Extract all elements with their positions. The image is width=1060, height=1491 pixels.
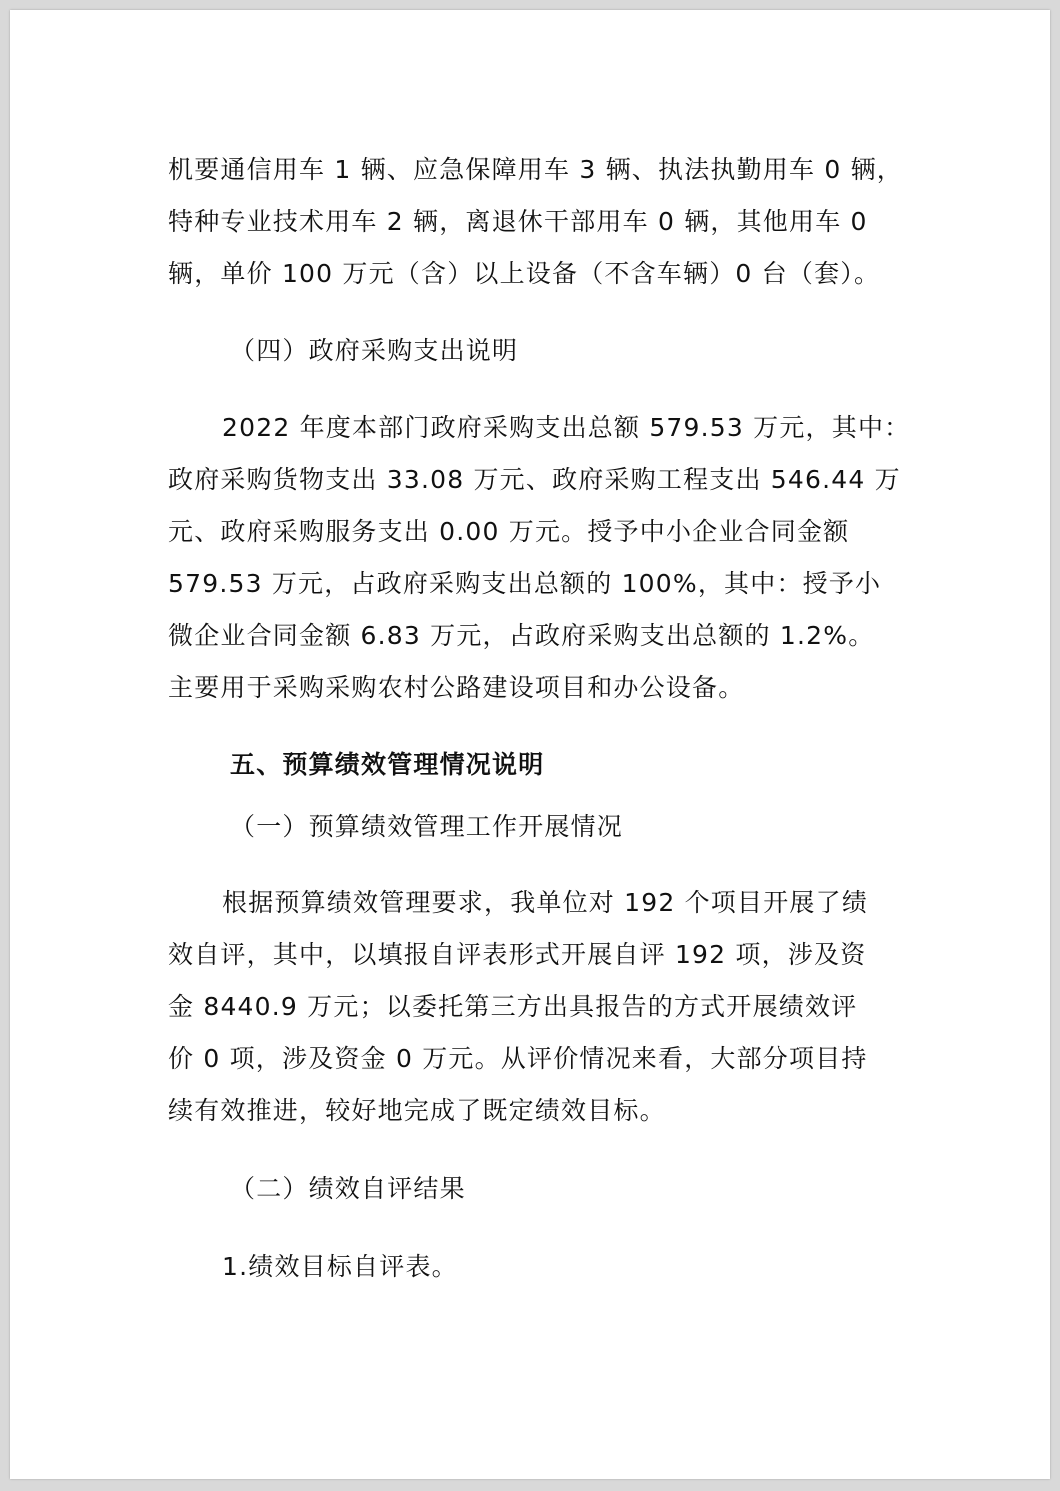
paragraph-line: 根据预算绩效管理要求，我单位对 192 个项目开展了绩	[222, 888, 869, 917]
paragraph-line: 续有效推进，较好地完成了既定绩效目标。	[168, 1096, 666, 1125]
paragraph-line: 微企业合同金额 6.83 万元，占政府采购支出总额的 1.2%。	[168, 621, 875, 650]
part-heading-performance: 五、预算绩效管理情况说明	[230, 750, 545, 779]
paragraph-line: 辆，单价 100 万元（含）以上设备（不含车辆）0 台（套）。	[168, 259, 881, 288]
list-item-self-evaluation: 1.绩效目标自评表。	[222, 1252, 458, 1281]
document-page	[10, 10, 1050, 1479]
paragraph-line: 机要通信用车 1 辆、应急保障用车 3 辆、执法执勤用车 0 辆，	[168, 155, 903, 184]
subsection-heading-results: （二）绩效自评结果	[230, 1174, 466, 1203]
paragraph-line: 579.53 万元，占政府采购支出总额的 100%，其中：授予小	[168, 569, 882, 598]
paragraph-line: 元、政府采购服务支出 0.00 万元。授予中小企业合同金额	[168, 517, 850, 546]
paragraph-line: 2022 年度本部门政府采购支出总额 579.53 万元，其中：	[222, 413, 911, 442]
paragraph-line: 政府采购货物支出 33.08 万元、政府采购工程支出 546.44 万	[168, 465, 901, 494]
paragraph-line: 特种专业技术用车 2 辆，离退休干部用车 0 辆，其他用车 0	[168, 207, 868, 236]
paragraph-line: 价 0 项，涉及资金 0 万元。从评价情况来看，大部分项目持	[168, 1044, 868, 1073]
paragraph-line: 金 8440.9 万元；以委托第三方出具报告的方式开展绩效评	[168, 992, 858, 1021]
subsection-heading-work: （一）预算绩效管理工作开展情况	[230, 812, 624, 841]
section-heading-procurement: （四）政府采购支出说明	[230, 336, 519, 365]
paragraph-line: 主要用于采购采购农村公路建设项目和办公设备。	[168, 673, 745, 702]
paragraph-line: 效自评，其中，以填报自评表形式开展自评 192 项，涉及资	[168, 940, 867, 969]
